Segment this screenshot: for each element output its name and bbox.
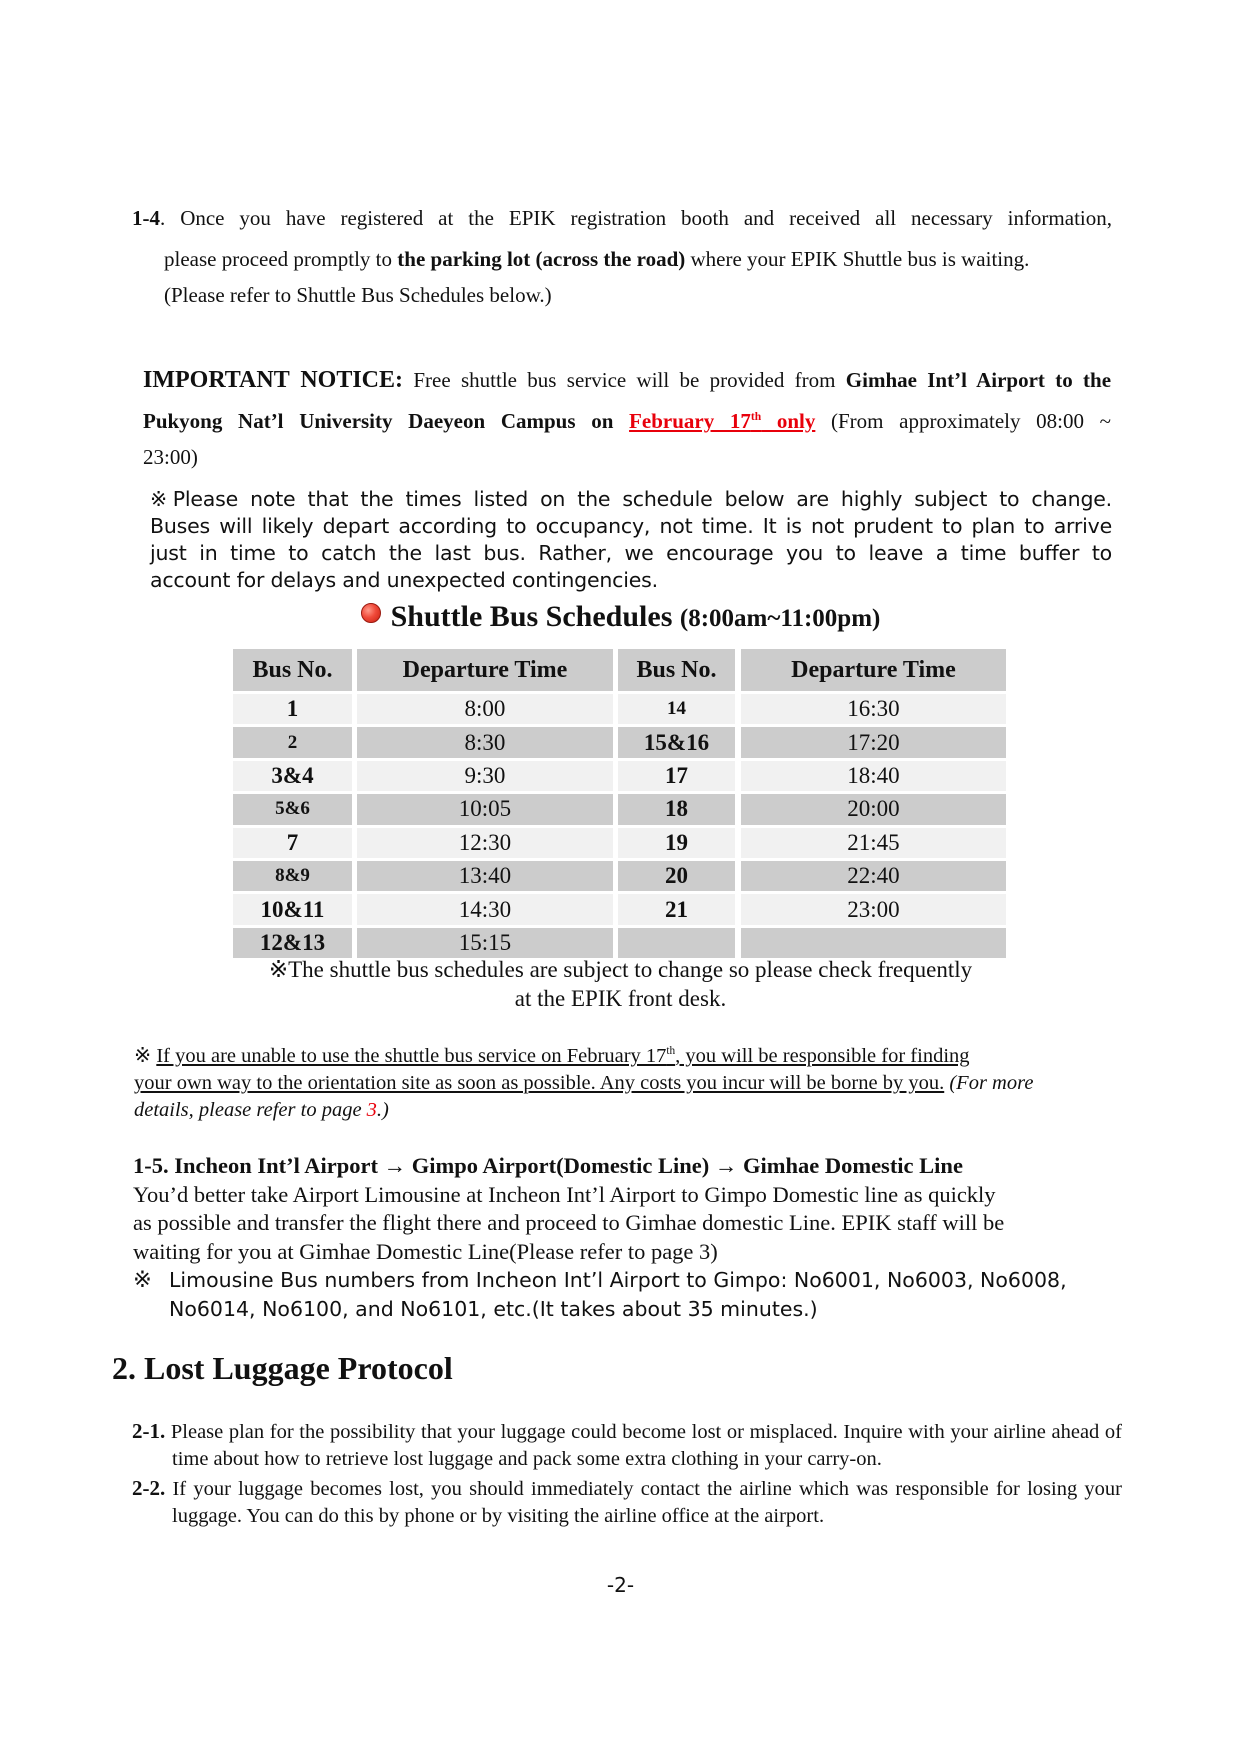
section-number: 1-4 xyxy=(132,206,160,230)
unable-to-use-shuttle-note: ※ If you are unable to use the shuttle bus service on February 17th, you will be responsible for finding your own way to the orientation site as soon as possible. Any costs you incur will be borne by you. (For more details, please refer to page 3.) xyxy=(134,1045,1034,1121)
section-1-4-line-1: 1-4. Once you have registered at the EPIK registration booth and received all necessary information, xyxy=(132,206,1112,230)
list-item: 2-1. Please plan for the possibility that your luggage could become lost or misplaced. Inquire with your airline ahead of time about how to retrieve lost luggage and pack some extra clothing in your carry-on. xyxy=(132,1419,1122,1470)
section-2-title: 2. Lost Luggage Protocol xyxy=(112,1350,453,1386)
table-header-row xyxy=(233,649,1006,691)
notice-line-2: Pukyong Nat’l University Daeyeon Campus on February 17th only (From approximately 08:00 ~ xyxy=(143,409,1112,433)
table-row: 2 8:30 15&16 17:20 xyxy=(233,727,1006,760)
table-row: 8&9 13:40 20 22:40 xyxy=(233,861,1006,894)
page-reference-link[interactable]: 3 xyxy=(366,1099,377,1121)
important-notice xyxy=(143,360,1111,472)
notice-date-highlight: February 17th only xyxy=(629,409,816,433)
table-row: 12&13 15:15 xyxy=(233,928,1006,961)
table-row: 1 8:00 14 16:30 xyxy=(233,694,1006,727)
section-1-4 xyxy=(132,198,1112,310)
limousine-bus-note: ※ Limousine Bus numbers from Incheon Int’l Airport to Gimpo: No6001, No6003, No6008, No6014, No6100, and No6101, etc.(It takes about 35 minutes.) xyxy=(133,1266,1123,1323)
section-1-4-line-3: (Please refer to Shuttle Bus Schedules below.) xyxy=(164,283,552,307)
schedule-change-note: ※Please note that the times listed on the schedule below are highly subject to change. Buses will likely depart according to occupancy, not time. It is not prudent to plan to arrive just in time to catch the last bus. Rather, we encourage you to leave a time buffer to account for delays and unexpected contingencies. xyxy=(150,487,1112,592)
table-row: 3&4 9:30 17 18:40 xyxy=(233,761,1006,794)
notice-line-3: 23:00) xyxy=(143,445,198,469)
section-1-5: 1-5. Incheon Int’l Airport → Gimpo Airport(Domestic Line) → Gimhae Domestic Line You’d better take Airport Limousine at Incheon Int’l Airport to Gimpo Domestic line as quickly as possible and transfer the flight there and proceed to Gimhae domestic Line. EPIK staff will be waiting for you at Gimhae Domestic Line(Please refer to page 3) ※ Limousine Bus numbers from Incheon Int’l Airport to Gimpo: No6001, No6003, No6008, No6014, No6100, and No6101, etc.(It takes about 35 minutes.) xyxy=(133,1152,1123,1323)
table-row: 10&11 14:30 21 23:00 xyxy=(233,894,1006,927)
header-bus-no-1: Bus No. xyxy=(233,649,352,691)
header-departure-1: Departure Time xyxy=(357,649,613,691)
schedule-footnote: ※The shuttle bus schedules are subject to change so please check frequently at the EPIK front desk. xyxy=(268,957,973,1011)
notice-line-1: IMPORTANT NOTICE: Free shuttle bus service will be provided from Gimhae Int’l Airport to the xyxy=(143,367,1112,393)
shuttle-schedule-table xyxy=(233,649,1006,961)
page-number: -2- xyxy=(606,1573,635,1597)
parking-lot-emphasis: the parking lot (across the road) xyxy=(397,247,686,271)
section-1-5-heading: 1-5. Incheon Int’l Airport → Gimpo Airport(Domestic Line) → Gimhae Domestic Line xyxy=(133,1153,963,1178)
section-2-items xyxy=(132,1418,1122,1532)
list-item: 2-2. If your luggage becomes lost, you should immediately contact the airline which was responsible for losing your luggage. You can do this by phone or by visiting the airline office at the airport. xyxy=(132,1476,1122,1527)
table-row: 5&6 10:05 18 20:00 xyxy=(233,794,1006,827)
table-row: 7 12:30 19 21:45 xyxy=(233,828,1006,861)
header-bus-no-2: Bus No. xyxy=(618,649,735,691)
section-1-4-line-2: please proceed promptly to the parking lot (across the road) where your EPIK Shuttle bus is waiting. xyxy=(164,247,1030,271)
red-bullet-icon xyxy=(361,603,381,623)
notice-lead: IMPORTANT NOTICE: xyxy=(143,367,404,393)
header-departure-2: Departure Time xyxy=(741,649,1006,691)
schedule-title: Shuttle Bus Schedules (8:00am~11:00pm) xyxy=(0,597,1241,639)
reference-mark: ※ xyxy=(133,1267,152,1292)
